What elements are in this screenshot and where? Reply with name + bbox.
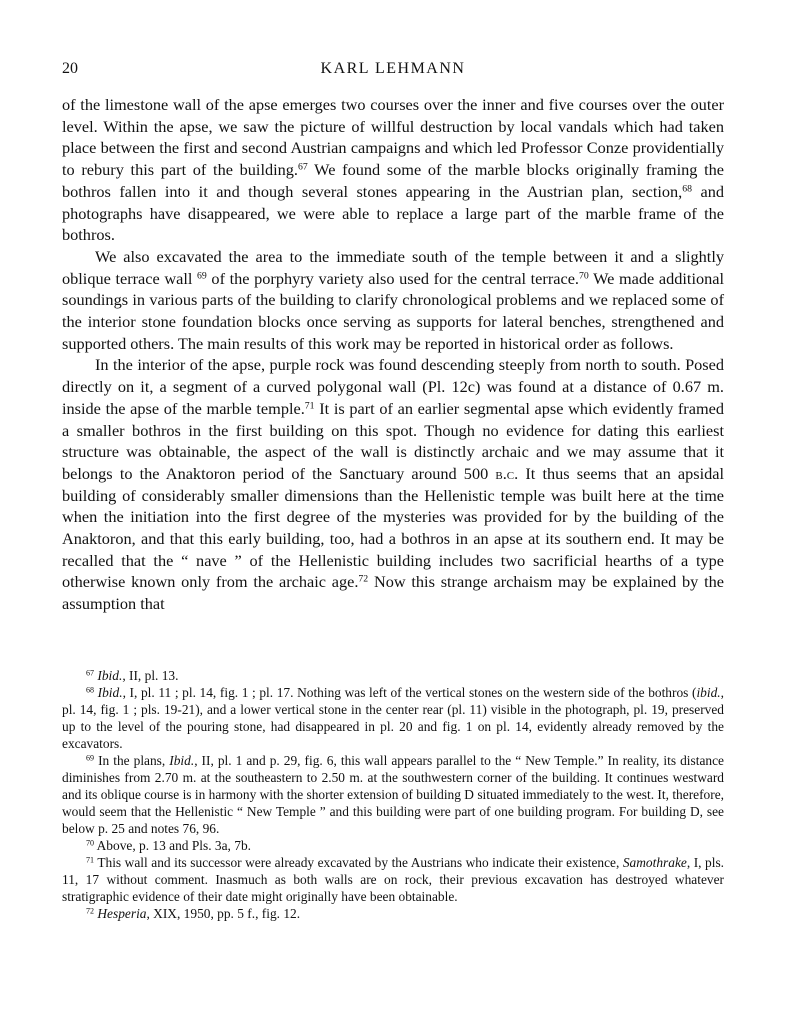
italic-text: Ibid. bbox=[169, 753, 195, 768]
text-run: We also excavated the area to the immediate south of the temple between it and a slightly oblique terrace wall bbox=[62, 246, 724, 288]
italic-text: ibid. bbox=[696, 685, 721, 700]
text-run: of the limestone wall of the apse emerges two courses over the inner and five courses over the outer level. Within the apse, we saw the picture of willful destruction by local vandals which had taken place between the first and second Austrian campaigns and which led Professor Conze providentially to rebury this part of the building. bbox=[62, 95, 724, 180]
footnote bbox=[62, 684, 724, 752]
text-run: , I, pl. 11 ; pl. 14, fig. 1 ; pl. 17. Nothing was left of the vertical stones on the western side of the bothros ( bbox=[122, 685, 697, 700]
page-header bbox=[62, 60, 724, 82]
italic-text: Hesperia bbox=[97, 906, 147, 921]
paragraph bbox=[62, 246, 724, 355]
text-run: This wall and its successor were already excavated by the Austrians who indicate their existence, bbox=[97, 855, 623, 870]
italic-text: Ibid. bbox=[97, 668, 123, 683]
text-run: Above, p. 13 and Pls. 3a, 7b. bbox=[96, 838, 251, 853]
footnote-reference: 68 bbox=[682, 183, 693, 195]
footnote-number: 67 bbox=[86, 668, 95, 678]
text-run: It is part of an earlier segmental apse which evidently framed a smaller bothros in the first building on this spot. Though no evidence for dating this earliest structure was obtainable, the aspect of the wall is distinctly archaic and we may assume that it belongs to the Anaktoron period of the Sanctuary around 500 bbox=[62, 398, 724, 483]
paragraph bbox=[62, 354, 724, 614]
footnote-reference: 72 bbox=[358, 574, 369, 586]
text-run: In the plans, bbox=[98, 753, 170, 768]
footnote-number: 71 bbox=[86, 855, 95, 865]
page-number: 20 bbox=[62, 60, 78, 77]
footnote bbox=[62, 667, 724, 684]
text-run: We found some of the marble blocks originally framing the bothros fallen into it and though several stones appearing in the Austrian plan, section, bbox=[62, 160, 724, 201]
text-run: , II, pl. 13. bbox=[122, 668, 179, 683]
footnote bbox=[62, 854, 724, 905]
footnote bbox=[62, 905, 724, 922]
running-head: KARL LEHMANN bbox=[320, 60, 466, 77]
footnote-number: 68 bbox=[86, 685, 95, 695]
footnote-reference: 70 bbox=[579, 270, 589, 282]
text-run: Now this strange archaism may be explained by the assumption that bbox=[62, 572, 724, 614]
footnote-reference: 71 bbox=[304, 400, 315, 412]
text-run: In the interior of the apse, purple rock was found descending steeply from north to south. Posed directly on it, a segment of a curved polygonal wall (Pl. 12c) was found at a distance of 0.67 m. inside the apse of the marble temple. bbox=[62, 355, 724, 418]
footnote-number: 72 bbox=[86, 906, 95, 916]
text-run: It thus seems that an apsidal building of considerably smaller dimensions than the Hellenistic temple was built here at the time when the initiation into the first degree of the mysteries was provided for by the building of the Anaktoron, and that this early building, too, had a bothros in an apse at its southern end. It may be recalled that the “ nave ” of the Hellenistic building includes two sacrificial hearths of a type otherwise known only from the archaic age. bbox=[62, 463, 724, 592]
paragraph bbox=[62, 94, 724, 246]
footnote-number: 70 bbox=[86, 838, 95, 848]
footnote bbox=[62, 752, 724, 837]
small-caps-text: b.c. bbox=[495, 463, 519, 483]
text-run: , pl. 14, fig. 1 ; pls. 19-21), and a lower vertical stone in the center rear (pl. 11) visible in the photograph, pl. 19, preserved up to the level of the pouring stone, had disappeared in pl. 20 and fig. 1 on pl. 14, evidently already removed by the excavators. bbox=[62, 685, 724, 751]
footnotes bbox=[62, 667, 724, 922]
footnote-reference: 67 bbox=[297, 161, 308, 173]
text-run: , XIX, 1950, pp. 5 f., fig. 12. bbox=[146, 906, 301, 921]
text-run: of the porphyry variety also used for the central terrace. bbox=[206, 268, 579, 288]
text-run: and photographs have disappeared, we were able to replace a large part of the marble frame of the bothros. bbox=[62, 181, 725, 245]
text-run: We made additional soundings in various parts of the building to clarify chronological problems and we replaced some of the interior stone foundation blocks once serving as supports for lateral benches, strengthened and supported others. The main results of this work may be reported in historical order as follows. bbox=[62, 268, 725, 353]
text-run: , I, pls. 11, 17 without comment. Inasmuch as both walls are on rock, their previous excavation has destroyed whatever stratigraphic evidence of their date might originally have been obtainable. bbox=[62, 855, 725, 904]
text-run: , II, pl. 1 and p. 29, fig. 6, this wall appears parallel to the “ New Temple.” In reality, its distance diminishes from 2.70 m. at the southeastern to 2.50 m. at the southwestern corner of the building. It continues westward and its oblique course is in harmony with the shorter extension of building D situated immediately to the west. It, therefore, would seem that the Hellenistic “ New Temple ” and this building were part of one building program. For building D, see below p. 25 and notes 76, 96. bbox=[62, 753, 724, 836]
body-text bbox=[62, 94, 724, 615]
footnote bbox=[62, 837, 724, 854]
italic-text: Samothrake bbox=[622, 855, 687, 870]
italic-text: Ibid. bbox=[97, 685, 123, 700]
footnote-reference: 69 bbox=[197, 270, 207, 282]
footnote-number: 69 bbox=[86, 753, 95, 763]
